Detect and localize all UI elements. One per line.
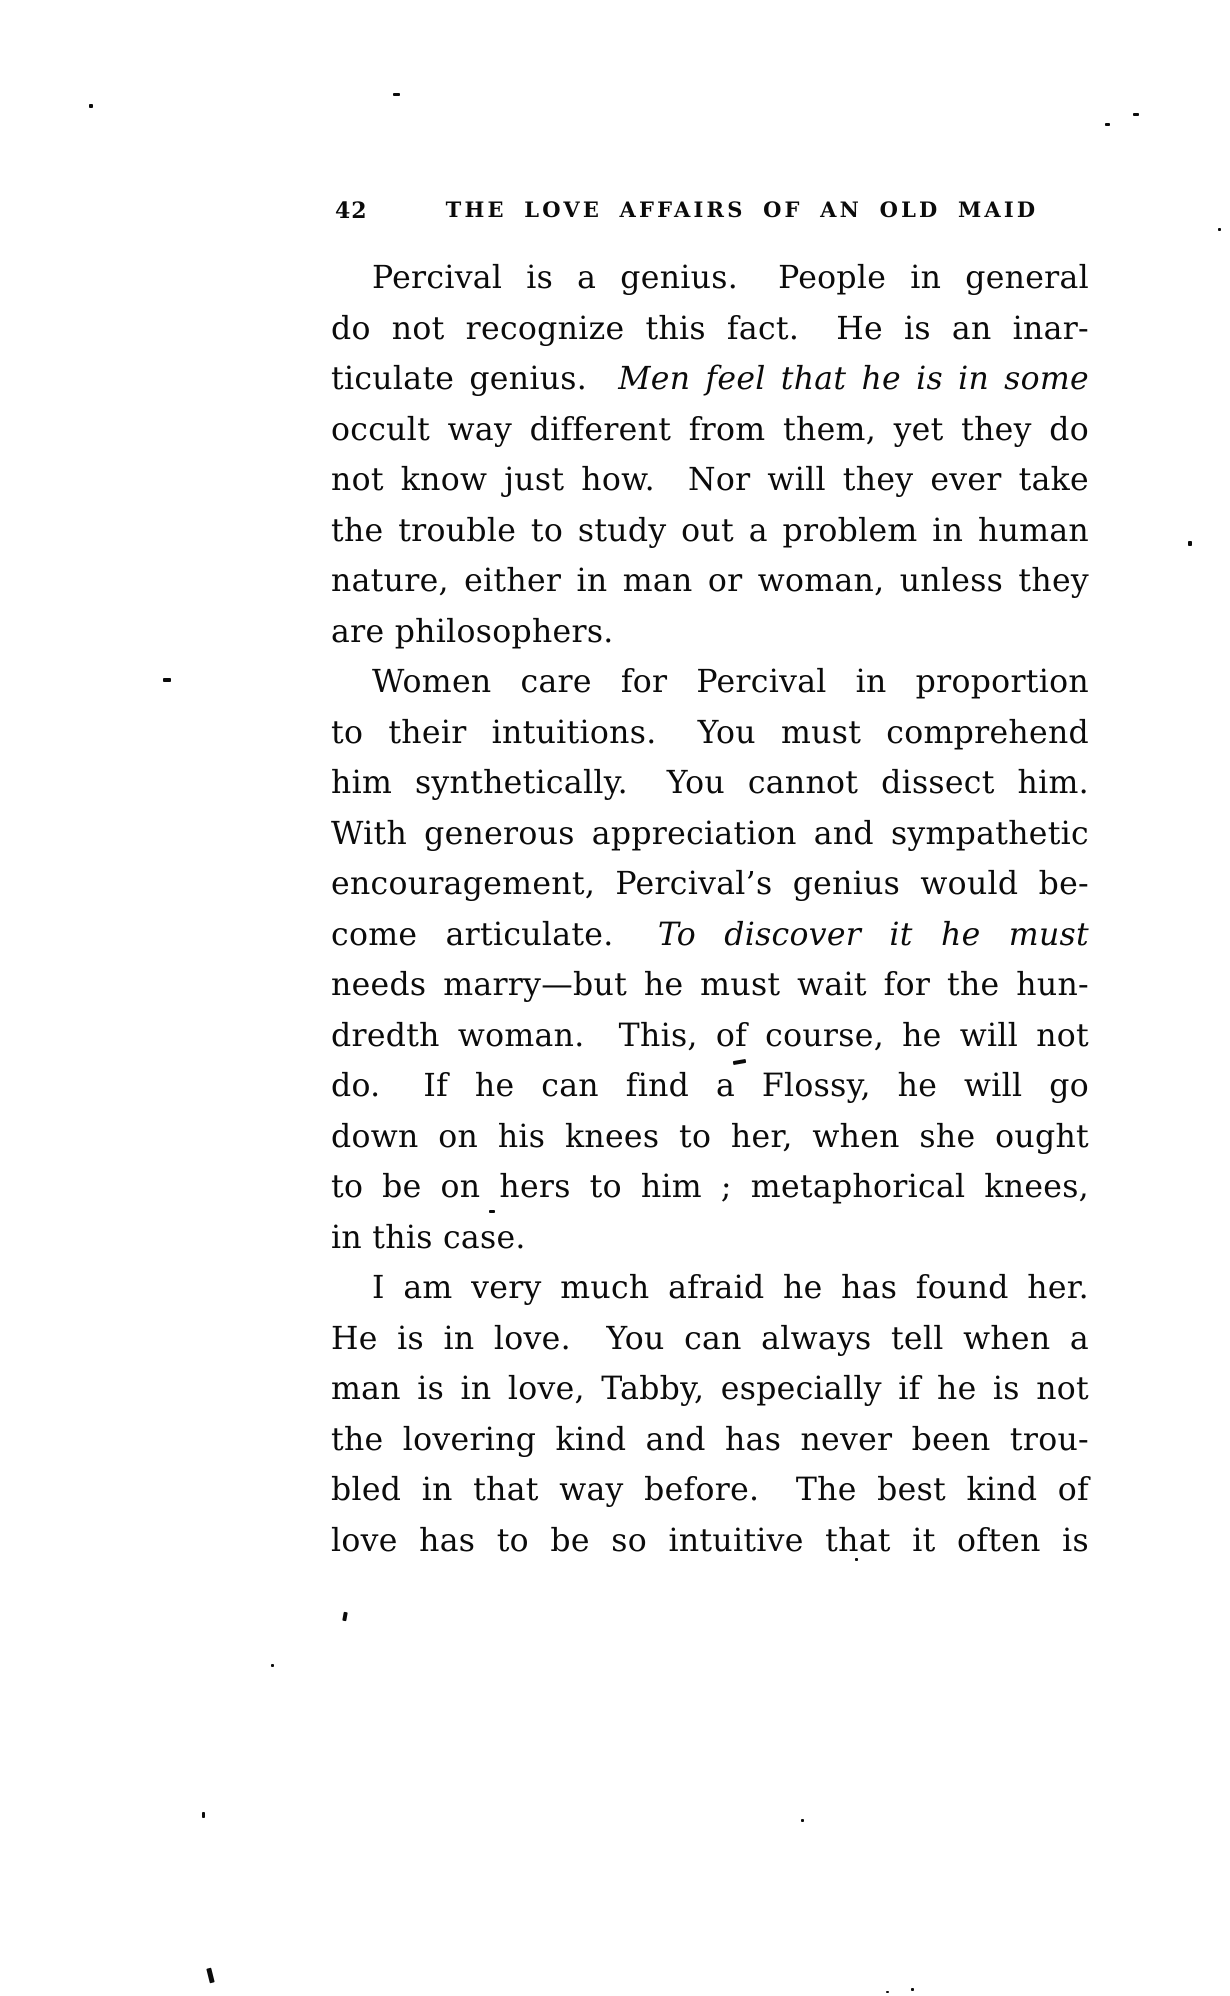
text-segment: the trouble to study out a problem in human (331, 512, 1089, 549)
text-segment: dredth woman. This, of course, he will not (331, 1017, 1089, 1054)
text-segment: not know just how. Nor will they ever take (331, 462, 1089, 498)
text-segment-italic: Men feel that he is in some (618, 361, 1089, 397)
ink-speck (886, 1991, 889, 1993)
ink-speck (163, 678, 171, 682)
text-segment: the lovering kind and has never been trou- (331, 1421, 1089, 1458)
text-line (331, 1061, 1089, 1112)
text-segment: I am very much afraid he has found her. (372, 1270, 1089, 1306)
ink-speck (206, 1968, 214, 1984)
body-text-block (331, 253, 1089, 1566)
text-segment: He is in love. You can always tell when a (331, 1320, 1089, 1357)
text-line (331, 708, 1089, 759)
text-segment: to their intuitions. You must comprehend (331, 714, 1089, 751)
ink-speck (855, 1558, 858, 1561)
text-segment: are philosophers. (331, 613, 614, 650)
text-segment: to be on hers to him ; metaphorical knees, (331, 1169, 1089, 1205)
text-segment: encouragement, Percival’s genius would be- (331, 866, 1089, 902)
text-segment: do not recognize this fact. He is an inar- (331, 310, 1089, 347)
text-line (331, 1364, 1089, 1415)
text-line (331, 758, 1089, 809)
ink-speck (1105, 123, 1110, 126)
text-segment: down on his knees to her, when she ought (331, 1118, 1089, 1155)
text-segment: ticulate genius. (331, 361, 619, 397)
ink-speck (271, 1664, 274, 1667)
text-line (331, 1162, 1089, 1213)
text-segment: do. If he can find a Flossy, he will go (331, 1068, 1089, 1104)
text-line (331, 1465, 1089, 1516)
ink-speck (342, 1612, 348, 1622)
ink-speck (1218, 228, 1221, 231)
ink-speck (911, 1988, 914, 1991)
text-line (331, 910, 1089, 961)
text-line (331, 253, 1089, 304)
text-line (331, 556, 1089, 607)
text-line (331, 405, 1089, 456)
text-line (331, 506, 1089, 557)
text-line (331, 354, 1089, 405)
ink-speck (1133, 113, 1139, 116)
text-segment: Women care for Percival in proportion (372, 664, 1089, 700)
text-line (331, 1112, 1089, 1163)
text-segment: With generous appreciation and sympathetic (331, 815, 1089, 852)
text-segment: bled in that way before. The best kind of (331, 1472, 1089, 1508)
text-line (331, 304, 1089, 355)
text-segment-italic: To discover it he must (657, 916, 1089, 953)
text-line (331, 1415, 1089, 1466)
text-line (331, 1213, 1089, 1264)
running-title: THE LOVE AFFAIRS OF AN OLD MAID (445, 197, 1039, 222)
text-line (331, 455, 1089, 506)
ink-speck (1188, 541, 1192, 546)
text-segment: nature, either in man or woman, unless they (331, 563, 1089, 599)
text-segment: love has to be so intuitive that it often is (331, 1522, 1089, 1559)
text-segment: Percival is a genius. People in general (372, 260, 1089, 296)
text-line (331, 1314, 1089, 1365)
ink-speck (393, 93, 400, 96)
text-segment: come articulate. (331, 916, 658, 953)
text-line (331, 859, 1089, 910)
text-line (331, 1263, 1089, 1314)
text-line (331, 657, 1089, 708)
ink-speck (202, 1812, 205, 1818)
text-segment: him synthetically. You cannot dissect him. (331, 765, 1089, 801)
ink-speck (89, 104, 93, 108)
text-line (331, 607, 1089, 658)
text-segment: occult way different from them, yet they do (331, 411, 1089, 448)
text-line (331, 1011, 1089, 1062)
running-header (331, 197, 1089, 227)
text-line (331, 809, 1089, 860)
page-number: 42 (335, 198, 368, 224)
text-segment: man is in love, Tabby, especially if he is not (331, 1371, 1089, 1407)
text-line (331, 960, 1089, 1011)
text-line (331, 1516, 1089, 1567)
ink-speck (801, 1819, 804, 1822)
ink-speck (489, 1210, 495, 1213)
text-segment: needs marry—but he must wait for the hun- (331, 967, 1089, 1003)
text-segment: in this case. (331, 1219, 526, 1256)
